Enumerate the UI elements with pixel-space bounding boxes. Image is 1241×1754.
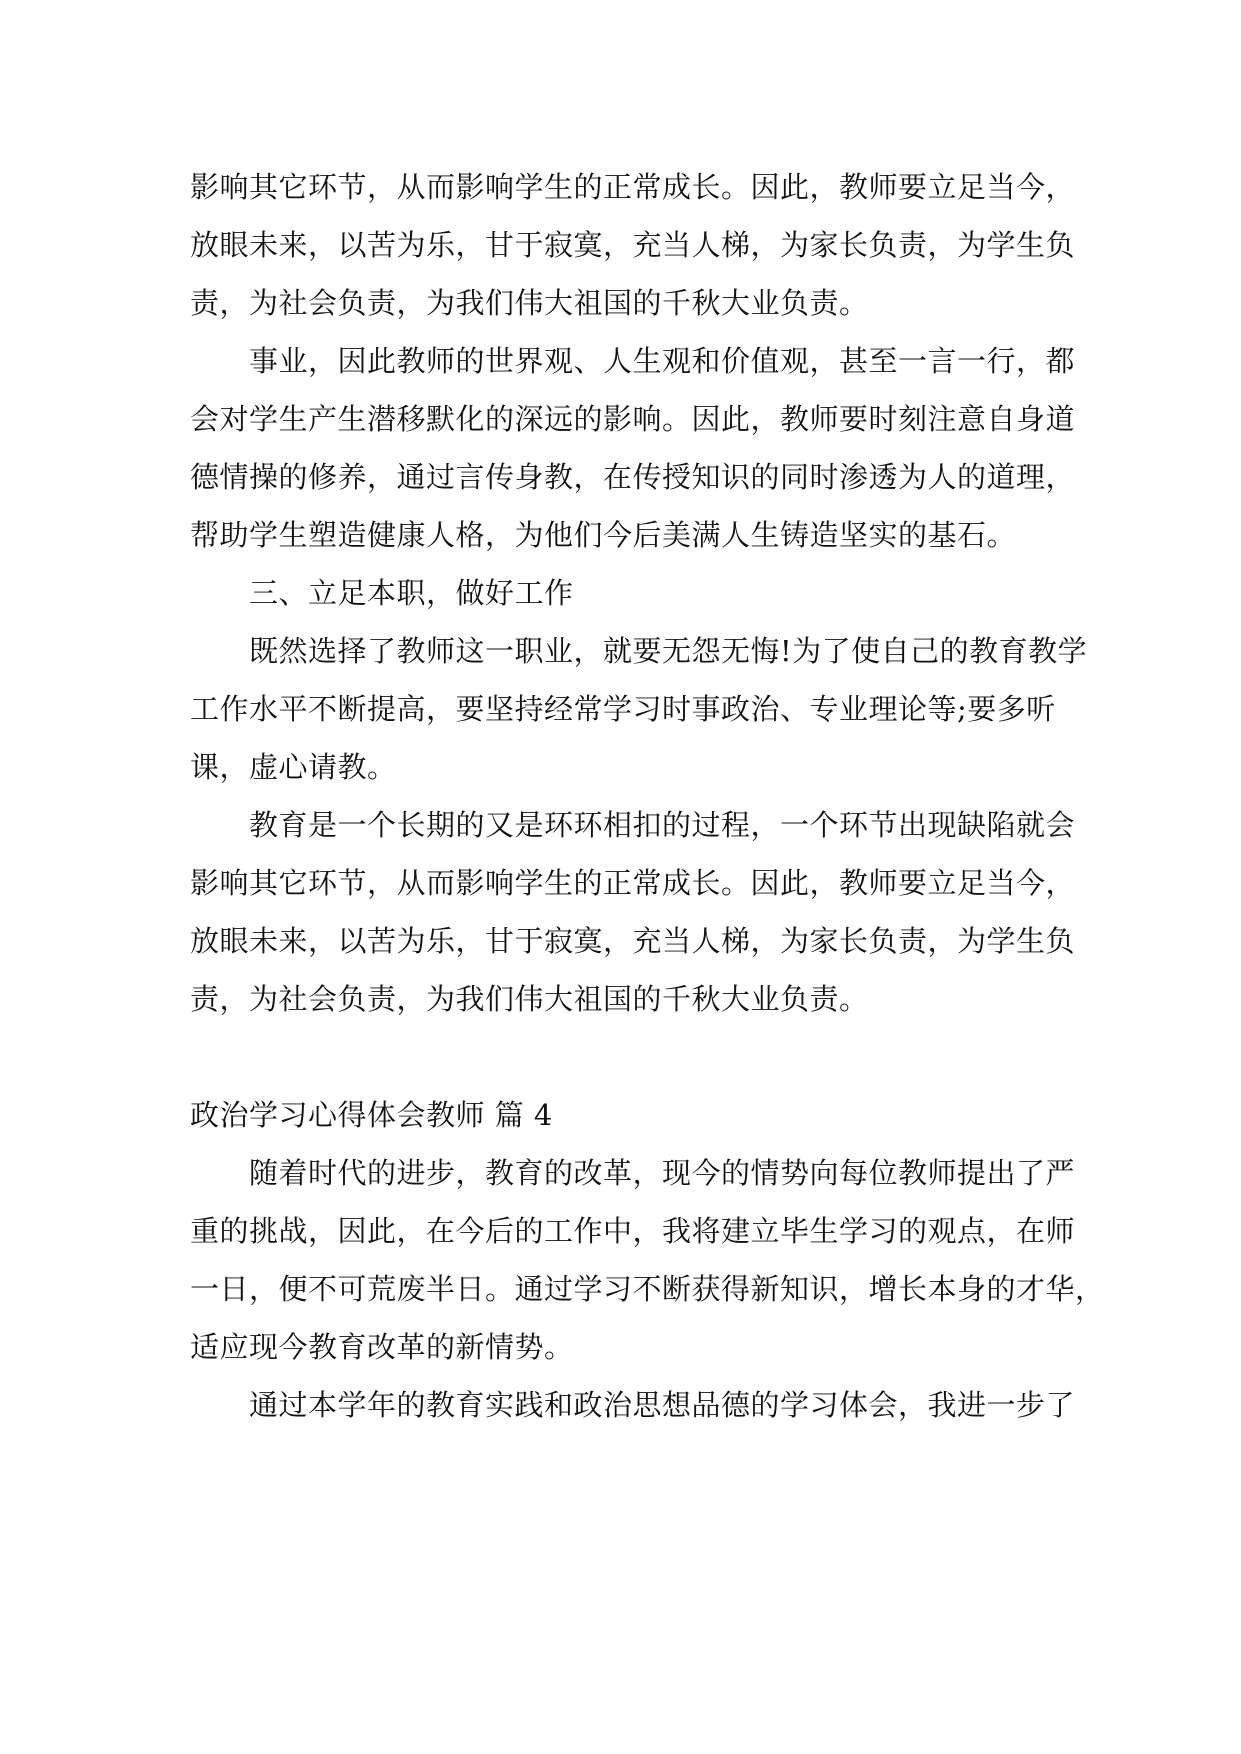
text-line: 工作水平不断提高，要坚持经常学习时事政治、专业理论等;要多听	[190, 692, 1056, 726]
paragraph-4	[190, 796, 1076, 1028]
section-heading: 三、立足本职，做好工作	[190, 576, 574, 610]
text-line: 教育是一个长期的又是环环相扣的过程，一个环节出现缺陷就会	[190, 808, 1076, 842]
paragraph-3	[190, 622, 1088, 796]
text-line: 影响其它环节，从而影响学生的正常成长。因此，教师要立足当今，	[190, 170, 1076, 204]
text-line: 放眼未来，以苦为乐，甘于寂寞，充当人梯，为家长负责，为学生负	[190, 228, 1076, 262]
text-line: 重的挑战，因此，在今后的工作中，我将建立毕生学习的观点，在师	[190, 1214, 1076, 1248]
paragraph-2	[190, 332, 1076, 564]
text-line: 会对学生产生潜移默化的深远的影响。因此，教师要时刻注意自身道	[190, 402, 1076, 436]
article-title: 政治学习心得体会教师 篇 4	[190, 1098, 553, 1132]
text-line: 放眼未来，以苦为乐，甘于寂寞，充当人梯，为家长负责，为学生负	[190, 924, 1076, 958]
text-line: 随着时代的进步，教育的改革，现今的情势向每位教师提出了严	[190, 1156, 1076, 1190]
text-line: 责，为社会负责，为我们伟大祖国的千秋大业负责。	[190, 286, 869, 320]
text-line: 事业，因此教师的世界观、人生观和价值观，甚至一言一行，都	[190, 344, 1076, 378]
paragraph-6	[190, 1376, 1076, 1434]
paragraph-5	[190, 1144, 1105, 1376]
text-line: 责，为社会负责，为我们伟大祖国的千秋大业负责。	[190, 982, 869, 1016]
text-line: 德情操的修养，通过言传身教，在传授知识的同时渗透为人的道理，	[190, 460, 1076, 494]
spacer	[190, 1028, 1060, 1086]
paragraph-1	[190, 158, 1076, 332]
document-body	[190, 158, 1105, 1434]
text-line: 一日，便不可荒废半日。通过学习不断获得新知识，增长本身的才华，	[190, 1272, 1105, 1306]
text-line: 课，虚心请教。	[190, 750, 397, 784]
text-line: 通过本学年的教育实践和政治思想品德的学习体会，我进一步了	[190, 1388, 1076, 1422]
text-line: 既然选择了教师这一职业，就要无怨无悔!为了使自己的教育教学	[190, 634, 1088, 668]
text-line: 适应现今教育改革的新情势。	[190, 1330, 574, 1364]
text-line: 帮助学生塑造健康人格，为他们今后美满人生铸造坚实的基石。	[190, 518, 1017, 552]
text-line: 影响其它环节，从而影响学生的正常成长。因此，教师要立足当今，	[190, 866, 1076, 900]
